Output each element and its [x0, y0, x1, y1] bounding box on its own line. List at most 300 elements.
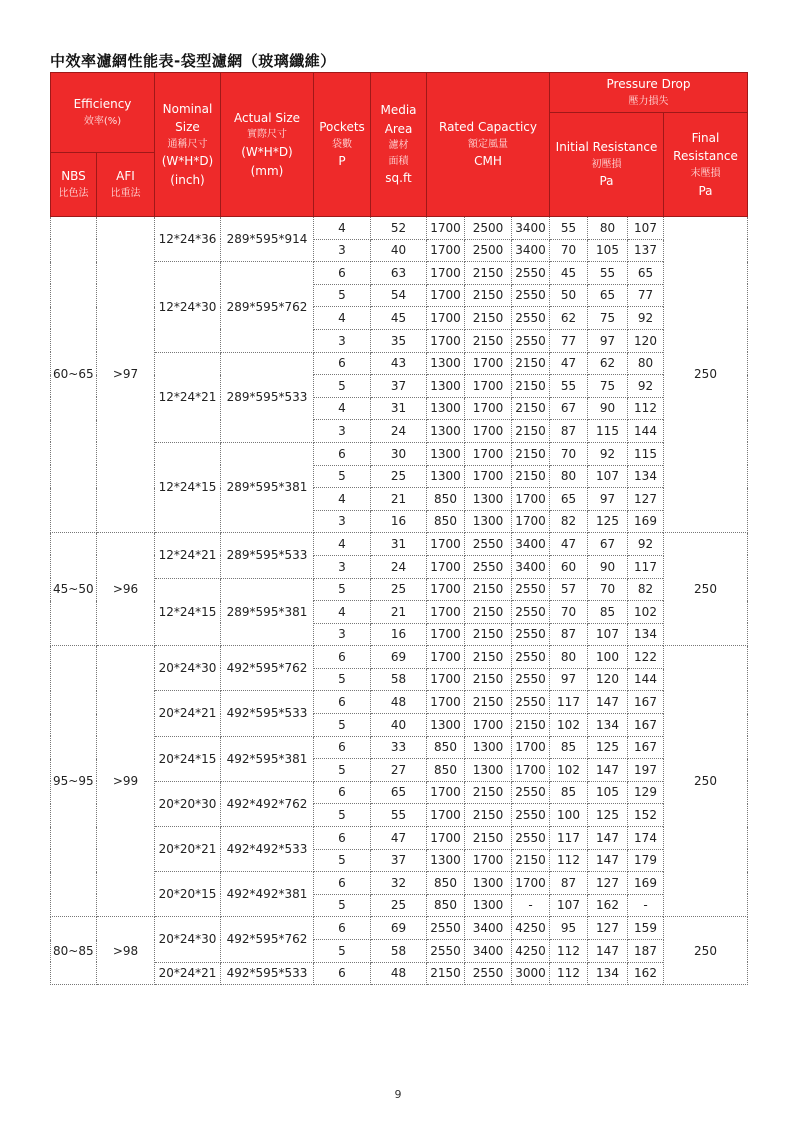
initial-resistance-cell: -	[628, 894, 664, 917]
rated-capacity-cell: 2150	[512, 442, 550, 465]
table-body	[51, 217, 748, 985]
media-area-cell: 16	[371, 623, 427, 646]
initial-resistance-cell: 107	[588, 623, 628, 646]
rated-capacity-cell: 1700	[427, 691, 465, 714]
rated-capacity-cell: 2550	[512, 262, 550, 285]
initial-resistance-cell: 107	[550, 894, 588, 917]
rated-capacity-cell: 2150	[465, 668, 512, 691]
header-media-unit: sq.ft	[385, 171, 412, 186]
media-area-cell: 25	[371, 894, 427, 917]
initial-resistance-cell: 107	[628, 217, 664, 240]
actual-size-cell: 289*595*762	[221, 262, 314, 352]
rated-capacity-cell: 1300	[427, 375, 465, 398]
media-area-cell: 48	[371, 691, 427, 714]
rated-capacity-cell: 2550	[465, 555, 512, 578]
initial-resistance-cell: 129	[628, 781, 664, 804]
pockets-cell: 6	[314, 781, 371, 804]
initial-resistance-cell: 87	[550, 623, 588, 646]
initial-resistance-cell: 47	[550, 352, 588, 375]
header-pockets	[314, 73, 371, 217]
rated-capacity-cell: 1700	[427, 307, 465, 330]
initial-resistance-cell: 95	[550, 917, 588, 940]
initial-resistance-cell: 85	[550, 781, 588, 804]
rated-capacity-cell: 2150	[465, 329, 512, 352]
initial-resistance-cell: 169	[628, 510, 664, 533]
header-media-area	[371, 73, 427, 217]
actual-size-cell: 289*595*914	[221, 217, 314, 262]
initial-resistance-cell: 125	[588, 736, 628, 759]
nominal-size-cell: 12*24*21	[155, 533, 221, 578]
actual-size-cell: 492*595*762	[221, 917, 314, 962]
rated-capacity-cell: 850	[427, 872, 465, 895]
media-area-cell: 24	[371, 555, 427, 578]
pockets-cell: 6	[314, 352, 371, 375]
nominal-size-cell: 20*20*30	[155, 781, 221, 826]
table-row	[51, 217, 748, 240]
rated-capacity-cell: 1300	[465, 510, 512, 533]
nominal-size-cell: 20*24*30	[155, 646, 221, 691]
rated-capacity-cell: 1700	[427, 262, 465, 285]
table-row	[51, 917, 748, 940]
rated-capacity-cell: 2150	[465, 781, 512, 804]
header-final-resistance	[664, 113, 748, 217]
table-row	[51, 872, 748, 895]
header-nominal-size	[155, 73, 221, 217]
rated-capacity-cell: 850	[427, 510, 465, 533]
nbs-efficiency-cell: 80~85	[51, 917, 97, 985]
initial-resistance-cell: 112	[628, 397, 664, 420]
rated-capacity-cell: -	[512, 894, 550, 917]
rated-capacity-cell: 2150	[465, 578, 512, 601]
pockets-cell: 6	[314, 827, 371, 850]
header-rated-capacity	[427, 73, 550, 217]
initial-resistance-cell: 102	[550, 759, 588, 782]
initial-resistance-cell: 90	[588, 555, 628, 578]
initial-resistance-cell: 197	[628, 759, 664, 782]
afi-efficiency-cell: >97	[97, 217, 155, 533]
rated-capacity-cell: 1700	[427, 827, 465, 850]
rated-capacity-cell: 1300	[427, 465, 465, 488]
pockets-cell: 5	[314, 804, 371, 827]
rated-capacity-cell: 1700	[465, 420, 512, 443]
rated-capacity-cell: 2550	[427, 917, 465, 940]
rated-capacity-cell: 1700	[512, 488, 550, 511]
initial-resistance-cell: 147	[588, 759, 628, 782]
media-area-cell: 45	[371, 307, 427, 330]
media-area-cell: 27	[371, 759, 427, 782]
initial-resistance-cell: 92	[628, 533, 664, 556]
media-area-cell: 24	[371, 420, 427, 443]
media-area-cell: 47	[371, 827, 427, 850]
initial-resistance-cell: 100	[588, 646, 628, 669]
rated-capacity-cell: 1700	[512, 510, 550, 533]
rated-capacity-cell: 2150	[512, 849, 550, 872]
pockets-cell: 6	[314, 962, 371, 985]
rated-capacity-cell: 1700	[512, 872, 550, 895]
header-actual-en: Actual Size	[233, 110, 301, 125]
rated-capacity-cell: 2150	[512, 714, 550, 737]
rated-capacity-cell: 2550	[512, 668, 550, 691]
rated-capacity-cell: 1700	[427, 781, 465, 804]
initial-resistance-cell: 67	[550, 397, 588, 420]
header-pressure-en: Pressure Drop	[606, 77, 691, 92]
rated-capacity-cell: 2550	[512, 601, 550, 624]
final-resistance-cell: 250	[664, 646, 748, 917]
rated-capacity-cell: 1300	[427, 397, 465, 420]
header-media-en2: Area	[384, 121, 413, 136]
actual-size-cell: 492*595*381	[221, 736, 314, 781]
rated-capacity-cell: 1700	[465, 352, 512, 375]
header-actual-zh: 實際尺寸	[247, 129, 287, 141]
rated-capacity-cell: 2150	[512, 397, 550, 420]
header-pockets-zh: 袋數	[332, 138, 352, 150]
rated-capacity-cell: 2150	[465, 307, 512, 330]
initial-resistance-cell: 70	[550, 239, 588, 262]
rated-capacity-cell: 2150	[512, 375, 550, 398]
rated-capacity-cell: 2550	[465, 533, 512, 556]
media-area-cell: 63	[371, 262, 427, 285]
rated-capacity-cell: 1700	[427, 623, 465, 646]
rated-capacity-cell: 2150	[465, 623, 512, 646]
actual-size-cell: 289*595*533	[221, 352, 314, 442]
pockets-cell: 5	[314, 714, 371, 737]
table-row	[51, 691, 748, 714]
actual-size-cell: 289*595*381	[221, 442, 314, 532]
initial-resistance-cell: 125	[588, 804, 628, 827]
initial-resistance-cell: 57	[550, 578, 588, 601]
rated-capacity-cell: 2500	[465, 239, 512, 262]
media-area-cell: 65	[371, 781, 427, 804]
pockets-cell: 5	[314, 284, 371, 307]
rated-capacity-cell: 2150	[512, 352, 550, 375]
filter-performance-table	[50, 72, 748, 985]
rated-capacity-cell: 4250	[512, 940, 550, 963]
header-final-en2: Resistance	[673, 149, 738, 164]
initial-resistance-cell: 45	[550, 262, 588, 285]
nominal-size-cell: 12*24*15	[155, 442, 221, 532]
media-area-cell: 32	[371, 872, 427, 895]
header-nominal-unit1: (W*H*D)	[161, 154, 214, 169]
rated-capacity-cell: 2550	[512, 623, 550, 646]
pockets-cell: 5	[314, 465, 371, 488]
rated-capacity-cell: 2150	[427, 962, 465, 985]
table-row	[51, 962, 748, 985]
table-row	[51, 442, 748, 465]
initial-resistance-cell: 162	[588, 894, 628, 917]
initial-resistance-cell: 80	[588, 217, 628, 240]
initial-resistance-cell: 134	[628, 623, 664, 646]
initial-resistance-cell: 60	[550, 555, 588, 578]
rated-capacity-cell: 3400	[512, 239, 550, 262]
initial-resistance-cell: 82	[550, 510, 588, 533]
initial-resistance-cell: 120	[588, 668, 628, 691]
initial-resistance-cell: 70	[588, 578, 628, 601]
initial-resistance-cell: 55	[550, 375, 588, 398]
rated-capacity-cell: 2500	[465, 217, 512, 240]
initial-resistance-cell: 55	[588, 262, 628, 285]
rated-capacity-cell: 2550	[512, 329, 550, 352]
media-area-cell: 30	[371, 442, 427, 465]
header-afi-zh: 比重法	[110, 188, 141, 200]
initial-resistance-cell: 127	[588, 872, 628, 895]
header-nbs	[51, 153, 97, 217]
rated-capacity-cell: 850	[427, 759, 465, 782]
initial-resistance-cell: 105	[588, 239, 628, 262]
rated-capacity-cell: 1700	[465, 375, 512, 398]
pockets-cell: 3	[314, 555, 371, 578]
actual-size-cell: 492*595*533	[221, 691, 314, 736]
pockets-cell: 4	[314, 601, 371, 624]
media-area-cell: 54	[371, 284, 427, 307]
header-media-zh2: 面積	[388, 155, 409, 167]
initial-resistance-cell: 50	[550, 284, 588, 307]
media-area-cell: 33	[371, 736, 427, 759]
rated-capacity-cell: 850	[427, 488, 465, 511]
media-area-cell: 21	[371, 488, 427, 511]
rated-capacity-cell: 1300	[427, 714, 465, 737]
rated-capacity-cell: 3400	[512, 217, 550, 240]
media-area-cell: 21	[371, 601, 427, 624]
pockets-cell: 4	[314, 307, 371, 330]
initial-resistance-cell: 167	[628, 714, 664, 737]
rated-capacity-cell: 1300	[427, 849, 465, 872]
initial-resistance-cell: 87	[550, 420, 588, 443]
rated-capacity-cell: 1700	[465, 397, 512, 420]
header-pockets-unit: P	[338, 154, 346, 169]
media-area-cell: 58	[371, 940, 427, 963]
nominal-size-cell: 20*20*21	[155, 827, 221, 872]
initial-resistance-cell: 97	[588, 329, 628, 352]
afi-efficiency-cell: >98	[97, 917, 155, 985]
initial-resistance-cell: 147	[588, 940, 628, 963]
rated-capacity-cell: 1300	[465, 736, 512, 759]
initial-resistance-cell: 152	[628, 804, 664, 827]
media-area-cell: 69	[371, 646, 427, 669]
initial-resistance-cell: 65	[628, 262, 664, 285]
rated-capacity-cell: 2550	[512, 646, 550, 669]
initial-resistance-cell: 147	[588, 849, 628, 872]
initial-resistance-cell: 120	[628, 329, 664, 352]
rated-capacity-cell: 1700	[427, 239, 465, 262]
nominal-size-cell: 12*24*36	[155, 217, 221, 262]
nominal-size-cell: 12*24*21	[155, 352, 221, 442]
media-area-cell: 55	[371, 804, 427, 827]
initial-resistance-cell: 112	[550, 962, 588, 985]
initial-resistance-cell: 117	[550, 827, 588, 850]
rated-capacity-cell: 1700	[427, 533, 465, 556]
rated-capacity-cell: 1700	[465, 465, 512, 488]
rated-capacity-cell: 2550	[512, 284, 550, 307]
rated-capacity-cell: 2150	[465, 827, 512, 850]
afi-efficiency-cell: >96	[97, 533, 155, 646]
initial-resistance-cell: 62	[550, 307, 588, 330]
pockets-cell: 6	[314, 262, 371, 285]
header-media-en1: Media	[380, 103, 417, 118]
header-pressure-drop	[550, 73, 748, 113]
initial-resistance-cell: 137	[628, 239, 664, 262]
rated-capacity-cell: 2150	[512, 465, 550, 488]
rated-capacity-cell: 3400	[465, 940, 512, 963]
initial-resistance-cell: 112	[550, 940, 588, 963]
header-initial-zh: 初壓損	[591, 158, 622, 170]
header-nbs-zh: 比色法	[58, 188, 89, 200]
pockets-cell: 3	[314, 239, 371, 262]
media-area-cell: 58	[371, 668, 427, 691]
rated-capacity-cell: 1700	[427, 329, 465, 352]
initial-resistance-cell: 147	[588, 827, 628, 850]
header-final-en1: Final	[691, 130, 720, 145]
initial-resistance-cell: 134	[588, 962, 628, 985]
initial-resistance-cell: 167	[628, 691, 664, 714]
pockets-cell: 5	[314, 849, 371, 872]
header-efficiency-zh: 效率(%)	[83, 116, 122, 128]
initial-resistance-cell: 147	[588, 691, 628, 714]
pockets-cell: 6	[314, 736, 371, 759]
rated-capacity-cell: 1300	[427, 420, 465, 443]
pockets-cell: 3	[314, 623, 371, 646]
header-pressure-zh: 壓力損失	[628, 96, 669, 108]
rated-capacity-cell: 2550	[512, 804, 550, 827]
initial-resistance-cell: 92	[628, 307, 664, 330]
rated-capacity-cell: 2150	[465, 601, 512, 624]
rated-capacity-cell: 1300	[465, 894, 512, 917]
rated-capacity-cell: 2150	[465, 284, 512, 307]
rated-capacity-cell: 1700	[512, 736, 550, 759]
initial-resistance-cell: 92	[628, 375, 664, 398]
media-area-cell: 31	[371, 533, 427, 556]
media-area-cell: 25	[371, 578, 427, 601]
pockets-cell: 6	[314, 691, 371, 714]
rated-capacity-cell: 3400	[512, 555, 550, 578]
nominal-size-cell: 12*24*30	[155, 262, 221, 352]
initial-resistance-cell: 97	[550, 668, 588, 691]
initial-resistance-cell: 174	[628, 827, 664, 850]
initial-resistance-cell: 92	[588, 442, 628, 465]
header-capacity-unit: CMH	[474, 154, 502, 169]
media-area-cell: 69	[371, 917, 427, 940]
initial-resistance-cell: 179	[628, 849, 664, 872]
header-efficiency-en: Efficiency	[73, 97, 132, 112]
table-row	[51, 736, 748, 759]
initial-resistance-cell: 55	[550, 217, 588, 240]
header-afi-en: AFI	[116, 169, 135, 184]
initial-resistance-cell: 75	[588, 375, 628, 398]
rated-capacity-cell: 3000	[512, 962, 550, 985]
initial-resistance-cell: 70	[550, 601, 588, 624]
initial-resistance-cell: 105	[588, 781, 628, 804]
header-capacity-en: Rated Capacticy	[439, 120, 537, 135]
nbs-efficiency-cell: 60~65	[51, 217, 97, 533]
rated-capacity-cell: 2550	[465, 962, 512, 985]
nominal-size-cell: 12*24*15	[155, 578, 221, 646]
rated-capacity-cell: 850	[427, 894, 465, 917]
initial-resistance-cell: 159	[628, 917, 664, 940]
table-row	[51, 646, 748, 669]
rated-capacity-cell: 1700	[465, 714, 512, 737]
pockets-cell: 6	[314, 646, 371, 669]
header-media-zh1: 濾材	[388, 140, 409, 152]
initial-resistance-cell: 100	[550, 804, 588, 827]
initial-resistance-cell: 167	[628, 736, 664, 759]
initial-resistance-cell: 112	[550, 849, 588, 872]
header-final-zh: 末壓損	[690, 168, 721, 180]
nominal-size-cell: 20*24*21	[155, 962, 221, 985]
initial-resistance-cell: 65	[588, 284, 628, 307]
rated-capacity-cell: 1300	[427, 352, 465, 375]
media-area-cell: 31	[371, 397, 427, 420]
initial-resistance-cell: 67	[588, 533, 628, 556]
pockets-cell: 4	[314, 488, 371, 511]
rated-capacity-cell: 4250	[512, 917, 550, 940]
page-number: 9	[394, 1088, 402, 1101]
header-final-unit: Pa	[698, 183, 713, 198]
initial-resistance-cell: 90	[588, 397, 628, 420]
header-nominal-zh: 通稱尺寸	[167, 138, 208, 150]
rated-capacity-cell: 1300	[465, 759, 512, 782]
rated-capacity-cell: 1700	[427, 284, 465, 307]
initial-resistance-cell: 144	[628, 420, 664, 443]
initial-resistance-cell: 70	[550, 442, 588, 465]
initial-resistance-cell: 102	[550, 714, 588, 737]
initial-resistance-cell: 187	[628, 940, 664, 963]
initial-resistance-cell: 134	[588, 714, 628, 737]
header-initial-unit: Pa	[599, 174, 614, 189]
initial-resistance-cell: 127	[628, 488, 664, 511]
initial-resistance-cell: 134	[628, 465, 664, 488]
nominal-size-cell: 20*20*15	[155, 872, 221, 917]
header-actual-unit2: (mm)	[250, 163, 284, 178]
initial-resistance-cell: 162	[628, 962, 664, 985]
initial-resistance-cell: 97	[588, 488, 628, 511]
table-row	[51, 262, 748, 285]
media-area-cell: 35	[371, 329, 427, 352]
initial-resistance-cell: 87	[550, 872, 588, 895]
pockets-cell: 5	[314, 668, 371, 691]
pockets-cell: 4	[314, 533, 371, 556]
header-initial-en: Initial Resistance	[555, 140, 658, 155]
header-nbs-en: NBS	[61, 169, 86, 184]
rated-capacity-cell: 3400	[512, 533, 550, 556]
final-resistance-cell: 250	[664, 533, 748, 646]
initial-resistance-cell: 117	[550, 691, 588, 714]
initial-resistance-cell: 65	[550, 488, 588, 511]
media-area-cell: 52	[371, 217, 427, 240]
table-header	[51, 73, 748, 217]
rated-capacity-cell: 3400	[465, 917, 512, 940]
header-efficiency	[51, 73, 155, 153]
table-row	[51, 781, 748, 804]
initial-resistance-cell: 82	[628, 578, 664, 601]
rated-capacity-cell: 1700	[465, 849, 512, 872]
rated-capacity-cell: 1700	[427, 804, 465, 827]
header-nominal-en2: Size	[175, 120, 200, 135]
rated-capacity-cell: 1300	[465, 488, 512, 511]
actual-size-cell: 492*492*381	[221, 872, 314, 917]
initial-resistance-cell: 85	[550, 736, 588, 759]
initial-resistance-cell: 125	[588, 510, 628, 533]
actual-size-cell: 492*595*533	[221, 962, 314, 985]
rated-capacity-cell: 2150	[512, 420, 550, 443]
table-row	[51, 578, 748, 601]
media-area-cell: 37	[371, 375, 427, 398]
rated-capacity-cell: 2150	[465, 262, 512, 285]
nominal-size-cell: 20*24*15	[155, 736, 221, 781]
rated-capacity-cell: 2550	[512, 578, 550, 601]
rated-capacity-cell: 1700	[427, 646, 465, 669]
initial-resistance-cell: 80	[550, 646, 588, 669]
rated-capacity-cell: 2550	[512, 307, 550, 330]
pockets-cell: 3	[314, 510, 371, 533]
